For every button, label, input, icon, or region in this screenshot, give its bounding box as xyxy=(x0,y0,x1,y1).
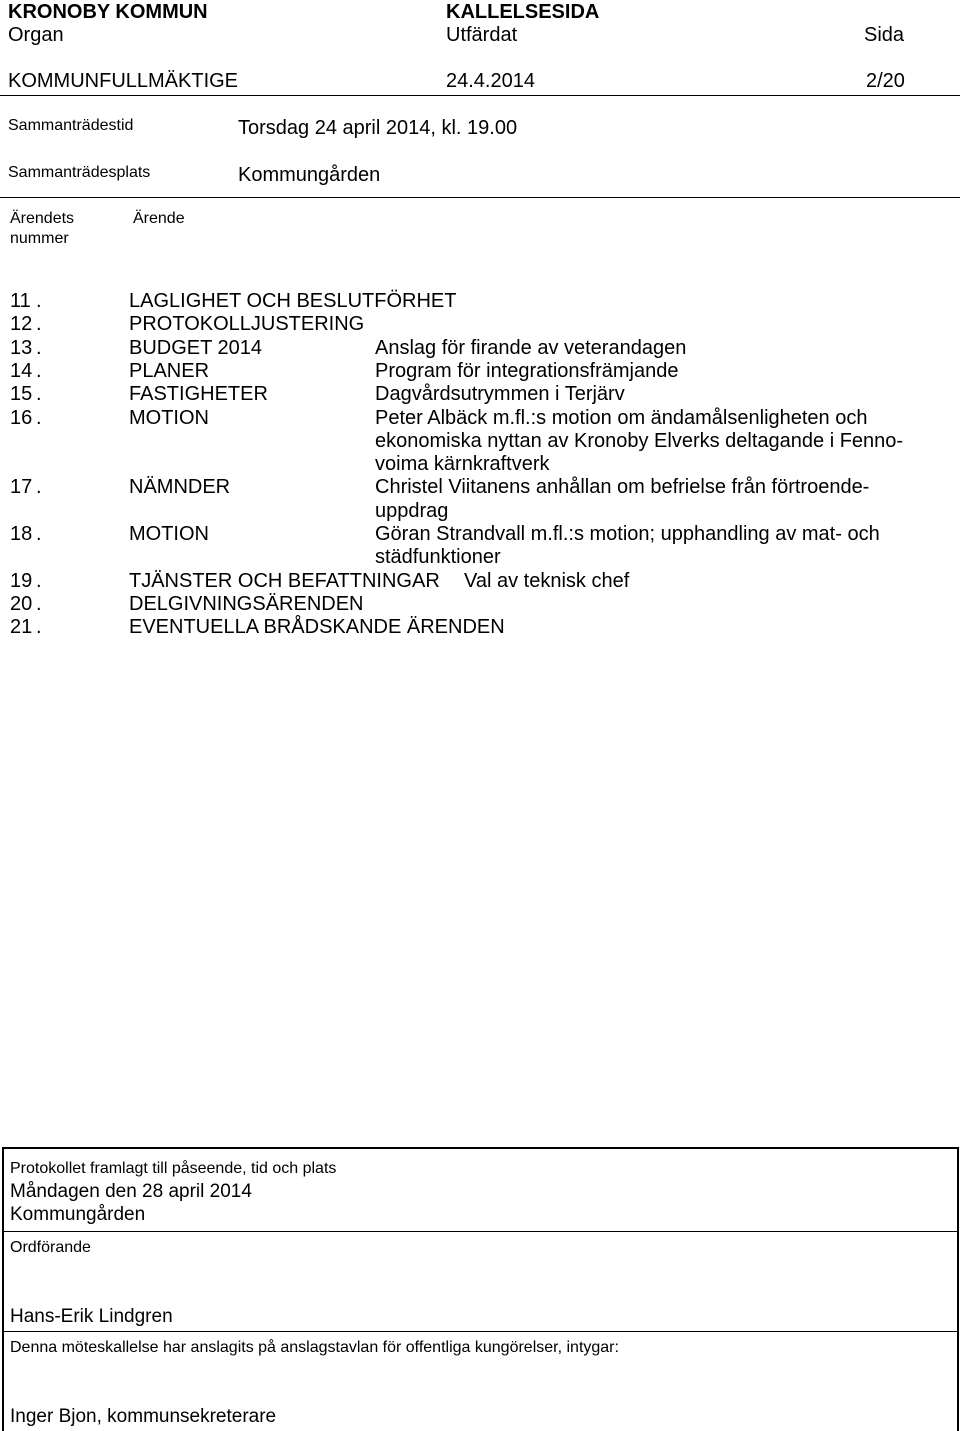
item-topic: FASTIGHETER xyxy=(129,383,268,406)
item-number: 15 xyxy=(10,383,33,406)
meeting-time-label: Sammanträdestid xyxy=(8,117,134,134)
item-number-separator: . xyxy=(36,592,42,615)
organ-column-label: Organ xyxy=(8,24,64,46)
item-number: 21 xyxy=(10,616,33,639)
item-number-separator: . xyxy=(36,406,42,429)
item-number-separator: . xyxy=(36,476,42,499)
item-number: 18 xyxy=(10,523,33,545)
item-number-separator: . xyxy=(36,290,42,312)
item-number: 12 xyxy=(10,313,33,336)
item-topic: BUDGET 2014 xyxy=(129,336,263,359)
item-topic: TJÄNSTER OCH BEFATTNINGAR xyxy=(129,569,440,592)
item-number-separator: . xyxy=(36,523,42,545)
meeting-time-value: Torsdag 24 april 2014, kl. 19.00 xyxy=(238,117,518,139)
organ-value: KOMMUNFULLMÄKTIGE xyxy=(8,70,239,92)
item-number-separator: . xyxy=(36,569,42,592)
document-type: KALLELSESIDA xyxy=(446,1,600,23)
item-description: Program för integrationsfrämjande xyxy=(375,359,679,382)
secretary-name: Inger Bjon, kommunsekreterare xyxy=(10,1406,277,1427)
meeting-place-label: Sammanträdesplats xyxy=(8,164,151,181)
item-description: städfunktioner xyxy=(375,546,501,569)
item-description: Dagvårdsutrymmen i Terjärv xyxy=(375,383,625,406)
header-divider xyxy=(0,95,960,96)
matter-label: Ärende xyxy=(133,210,185,227)
organization-name: KRONOBY KOMMUN xyxy=(8,1,208,23)
box-divider xyxy=(4,1331,957,1332)
item-description: Christel Viitanens anhållan om befrielse från förtroende- xyxy=(375,476,870,499)
item-description: Peter Albäck m.fl.:s motion om ändamålsenligheten och xyxy=(375,406,868,429)
box-divider xyxy=(4,1231,957,1232)
item-number-separator: . xyxy=(36,313,42,336)
item-description: uppdrag xyxy=(375,499,449,522)
item-topic: MOTION xyxy=(129,523,209,545)
item-number-separator: . xyxy=(36,383,42,406)
item-topic: NÄMNDER xyxy=(129,476,231,499)
meeting-divider xyxy=(0,197,960,198)
issued-column-label: Utfärdat xyxy=(446,24,518,46)
item-topic: PROTOKOLLJUSTERING xyxy=(129,313,365,336)
posted-place: Kommungården xyxy=(10,1204,146,1225)
item-number: 17 xyxy=(10,476,33,499)
item-description: Val av teknisk chef xyxy=(464,569,630,592)
item-topic: EVENTUELLA BRÅDSKANDE ÄRENDEN xyxy=(129,616,505,639)
certify-text: Denna möteskallelse har anslagits på anslagstavlan för offentliga kungörelser, intygar: xyxy=(10,1339,619,1356)
item-description: ekonomiska nyttan av Kronoby Elverks deltagande i Fenno- xyxy=(375,429,904,452)
item-topic: MOTION xyxy=(129,406,209,429)
notice-box xyxy=(2,1147,959,1431)
matter-number-label-line2: nummer xyxy=(10,230,69,247)
item-number-separator: . xyxy=(36,336,42,359)
posted-date: Måndagen den 28 april 2014 xyxy=(10,1181,252,1202)
item-number: 14 xyxy=(10,359,33,382)
item-topic: PLANER xyxy=(129,359,210,382)
page-number: 2/20 xyxy=(866,70,905,92)
item-description: Göran Strandvall m.fl.:s motion; upphandling av mat- och xyxy=(375,523,880,545)
item-description: Anslag för firande av veterandagen xyxy=(375,336,687,359)
item-number: 11 xyxy=(10,290,31,312)
posted-label: Protokollet framlagt till påseende, tid och plats xyxy=(10,1160,337,1177)
chair-name: Hans-Erik Lindgren xyxy=(10,1306,173,1327)
chair-label: Ordförande xyxy=(10,1239,91,1256)
item-number-separator: . xyxy=(36,616,42,639)
item-number-separator: . xyxy=(36,359,42,382)
item-topic: LAGLIGHET OCH BESLUTFÖRHET xyxy=(129,290,457,312)
item-number: 13 xyxy=(10,336,33,359)
item-number: 19 xyxy=(10,569,33,592)
issued-date: 24.4.2014 xyxy=(446,70,535,92)
meeting-place-value: Kommungården xyxy=(238,164,381,186)
page-column-label: Sida xyxy=(864,24,905,46)
item-description: voima kärnkraftverk xyxy=(375,453,550,476)
item-number: 20 xyxy=(10,592,33,615)
item-topic: DELGIVNINGSÄRENDEN xyxy=(129,592,364,615)
item-number: 16 xyxy=(10,406,33,429)
matter-number-label-line1: Ärendets xyxy=(10,210,75,227)
